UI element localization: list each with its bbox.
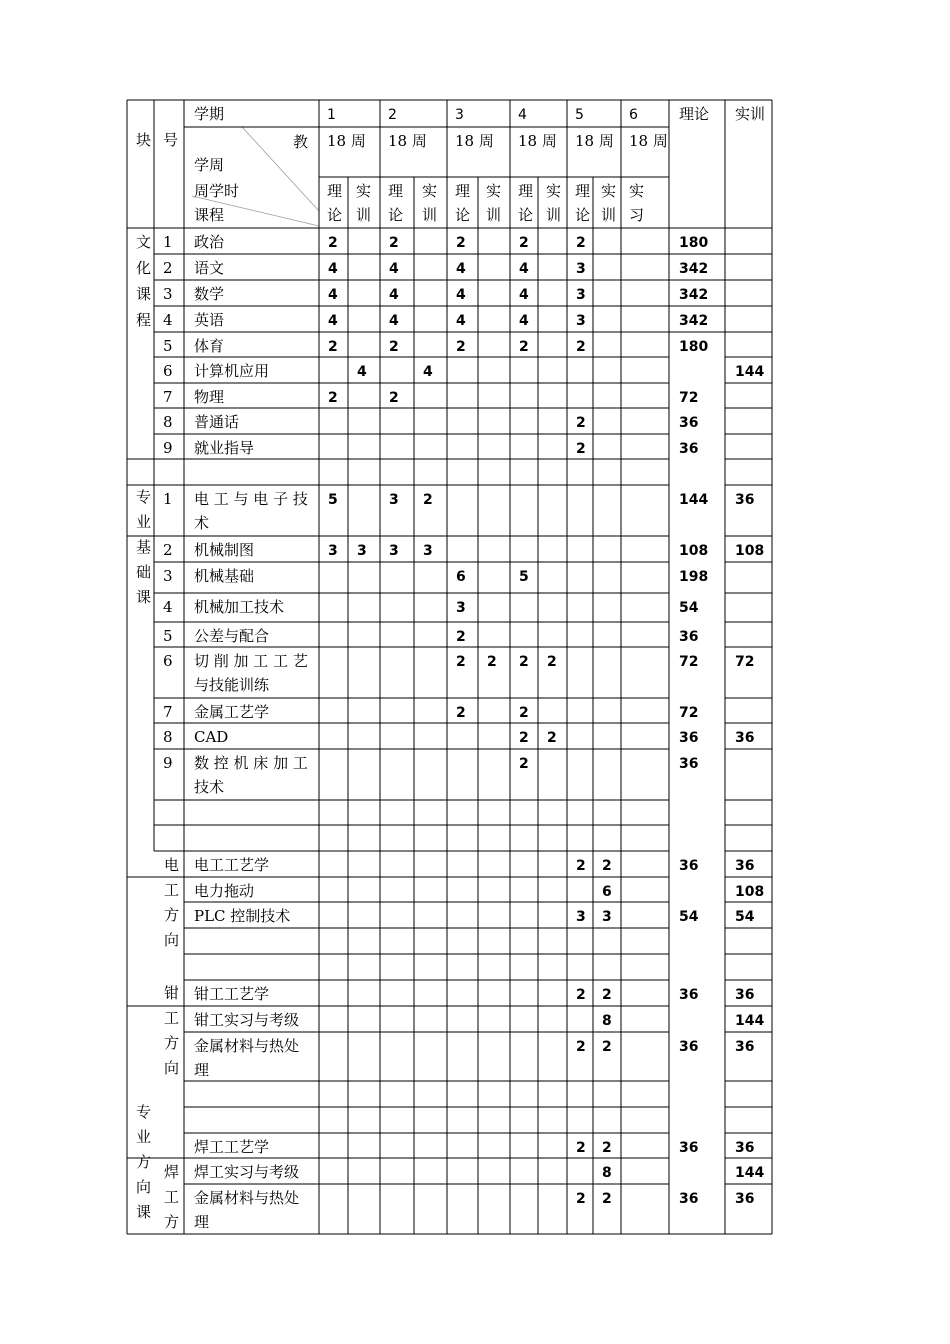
group-electric: 方 [164,906,180,924]
header-diag-teach: 教 [293,133,309,151]
row-number: 2 [163,541,173,559]
hours-cell: 2 [456,235,466,251]
col-practice: 实 [356,182,372,200]
col-practice: 实 [486,182,502,200]
col-practice: 实 [601,182,617,200]
semester-weeks: 18 周 [518,132,557,150]
course-name: CAD [194,728,229,746]
row-number: 5 [163,337,173,355]
hours-cell: 2 [519,756,529,772]
total-theory: 180 [679,339,709,355]
hours-cell: 4 [519,287,529,303]
group-culture: 课 [136,285,152,303]
hours-cell: 6 [602,884,612,900]
course-name: 理 [194,1061,210,1079]
group-fitter: 向 [164,1059,180,1077]
course-name: 金属材料与热处 [194,1189,300,1207]
course-name: 计算机应用 [194,362,270,380]
hours-cell: 2 [576,441,586,457]
semester-weeks: 18 周 [455,132,494,150]
total-theory: 198 [679,569,709,585]
hours-cell: 8 [602,1165,612,1181]
row-number: 4 [163,598,173,616]
hours-cell: 3 [389,543,399,559]
hours-cell: 2 [547,730,557,746]
course-name: 物理 [194,388,225,406]
total-theory: 36 [679,1039,699,1055]
semester-weeks: 18 周 [388,132,427,150]
col-theory: 论 [388,206,404,224]
course-name: 就业指导 [194,439,255,457]
header-number: 号 [163,131,179,149]
hours-cell: 2 [389,390,399,406]
hours-cell: 3 [576,261,586,277]
hours-cell: 4 [328,313,338,329]
course-name: 语文 [194,259,225,277]
total-practice: 36 [735,1140,755,1156]
row-number: 5 [163,627,173,645]
total-practice: 108 [735,543,765,559]
total-theory: 36 [679,858,699,874]
course-name: 政治 [194,233,225,251]
hours-cell: 3 [389,492,399,508]
row-number: 8 [163,728,173,746]
hours-cell: 2 [602,1191,612,1207]
hours-cell: 5 [519,569,529,585]
hours-cell: 3 [576,909,586,925]
semester-number: 1 [327,107,336,123]
total-theory: 54 [679,909,699,925]
row-number: 6 [163,652,173,670]
total-theory: 342 [679,313,709,329]
group-fitter: 钳 [164,984,180,1002]
total-theory: 36 [679,629,699,645]
hours-cell: 2 [576,858,586,874]
hours-cell: 2 [328,339,338,355]
total-theory: 36 [679,756,699,772]
col-theory: 理 [388,182,404,200]
total-theory: 36 [679,1191,699,1207]
group-basic: 课 [136,588,152,606]
semester-number: 2 [388,107,397,123]
course-name: 数 控 机 床 加 工 [194,754,308,772]
group-direction: 业 [136,1128,152,1146]
group-basic: 基 [136,538,152,556]
semester-number: 5 [575,107,584,123]
hours-cell: 2 [423,492,433,508]
course-name: 机械加工技术 [194,598,285,616]
table-text [136,105,765,1231]
hours-cell: 3 [576,313,586,329]
hours-cell: 2 [576,987,586,1003]
hours-cell: 4 [389,287,399,303]
course-name: 术 [194,514,210,532]
course-name: 钳工实习与考级 [194,1011,300,1029]
row-number: 3 [163,567,173,585]
group-direction: 向 [136,1178,152,1196]
hours-cell: 2 [519,705,529,721]
col-total-practice: 实训 [735,105,766,123]
course-name: 切 削 加 工 工 艺 [194,652,308,670]
group-electric: 工 [164,881,180,899]
col-internship: 实 [629,182,645,200]
total-practice: 144 [735,1013,765,1029]
col-theory: 论 [518,206,534,224]
header-diag-week: 学周 [194,156,225,174]
hours-cell: 2 [328,235,338,251]
total-theory: 36 [679,415,699,431]
col-practice: 实 [546,182,562,200]
hours-cell: 2 [519,339,529,355]
course-name: 金属材料与热处 [194,1037,300,1055]
hours-cell: 4 [456,287,466,303]
hours-cell: 4 [456,261,466,277]
group-basic: 专 [136,488,152,506]
group-welder: 方 [164,1213,180,1231]
col-theory: 理 [575,182,591,200]
total-practice: 36 [735,730,755,746]
total-theory: 144 [679,492,709,508]
course-name: PLC 控制技术 [194,907,291,925]
total-theory: 54 [679,600,699,616]
hours-cell: 2 [389,339,399,355]
group-culture: 化 [136,259,152,277]
total-theory: 72 [679,654,699,670]
course-name: 电 工 与 电 子 技 [194,490,308,508]
course-name: 公差与配合 [194,627,270,645]
course-name: 焊工实习与考级 [194,1163,300,1181]
total-theory: 342 [679,261,709,277]
hours-cell: 2 [456,629,466,645]
hours-cell: 2 [576,1039,586,1055]
total-practice: 54 [735,909,755,925]
hours-cell: 6 [456,569,466,585]
hours-cell: 2 [328,390,338,406]
hours-cell: 3 [456,600,466,616]
hours-cell: 4 [423,364,433,380]
col-theory: 理 [455,182,471,200]
total-practice: 144 [735,1165,765,1181]
total-theory: 108 [679,543,709,559]
hours-cell: 2 [602,987,612,1003]
group-direction: 课 [136,1203,152,1221]
course-name: 钳工工艺学 [194,985,270,1003]
row-number: 7 [163,703,173,721]
hours-cell: 2 [602,1039,612,1055]
hours-cell: 2 [547,654,557,670]
hours-cell: 2 [576,235,586,251]
total-practice: 144 [735,364,765,380]
hours-cell: 2 [519,235,529,251]
total-theory: 36 [679,1140,699,1156]
hours-cell: 4 [389,261,399,277]
group-fitter: 方 [164,1034,180,1052]
group-culture: 程 [136,311,152,329]
total-theory: 180 [679,235,709,251]
hours-cell: 2 [602,1140,612,1156]
hours-cell: 2 [576,339,586,355]
course-name: 金属工艺学 [194,703,270,721]
course-name: 电力拖动 [194,882,255,900]
col-practice: 训 [422,206,438,224]
hours-cell: 3 [576,287,586,303]
row-number: 7 [163,388,173,406]
total-theory: 72 [679,705,699,721]
hours-cell: 2 [602,858,612,874]
group-electric: 电 [164,856,180,874]
hours-cell: 2 [456,705,466,721]
hours-cell: 3 [423,543,433,559]
total-practice: 36 [735,858,755,874]
semester-number: 4 [518,107,527,123]
total-practice: 72 [735,654,755,670]
col-theory: 论 [327,206,343,224]
row-number: 6 [163,362,173,380]
group-welder: 焊 [164,1163,180,1181]
hours-cell: 4 [456,313,466,329]
course-name: 与技能训练 [194,676,270,694]
col-theory: 论 [575,206,591,224]
course-name: 电工工艺学 [194,856,270,874]
group-welder: 工 [164,1188,180,1206]
group-culture: 文 [136,233,152,251]
col-practice: 训 [601,206,617,224]
header-diag-hours: 周学时 [194,182,240,200]
total-practice: 36 [735,987,755,1003]
row-number: 1 [163,490,173,508]
hours-cell: 2 [456,339,466,355]
col-theory: 理 [327,182,343,200]
total-practice: 108 [735,884,765,900]
hours-cell: 4 [328,261,338,277]
row-number: 9 [163,439,173,457]
total-theory: 36 [679,987,699,1003]
total-practice: 36 [735,492,755,508]
hours-cell: 4 [389,313,399,329]
group-electric: 向 [164,931,180,949]
group-basic: 业 [136,513,152,531]
course-name: 机械基础 [194,567,255,585]
course-name: 机械制图 [194,541,255,559]
hours-cell: 2 [576,1140,586,1156]
semester-weeks: 18 周 [575,132,614,150]
group-fitter: 工 [164,1009,180,1027]
row-number: 2 [163,259,173,277]
hours-cell: 3 [328,543,338,559]
semester-number: 3 [455,107,464,123]
hours-cell: 5 [328,492,338,508]
course-name: 技术 [194,778,225,796]
total-theory: 36 [679,730,699,746]
semester-number: 6 [629,107,638,123]
group-basic: 础 [136,563,152,581]
col-theory: 理 [518,182,534,200]
row-number: 8 [163,413,173,431]
total-practice: 36 [735,1191,755,1207]
course-name: 理 [194,1213,210,1231]
row-number: 9 [163,754,173,772]
hours-cell: 2 [576,415,586,431]
row-number: 3 [163,285,173,303]
col-practice: 实 [422,182,438,200]
row-number: 4 [163,311,173,329]
col-internship: 习 [629,206,645,224]
total-practice: 36 [735,1039,755,1055]
course-name: 焊工工艺学 [194,1138,270,1156]
col-practice: 训 [486,206,502,224]
group-direction: 方 [136,1153,152,1171]
course-name: 数学 [194,285,225,303]
col-practice: 训 [546,206,562,224]
group-direction: 专 [136,1103,152,1121]
total-theory: 342 [679,287,709,303]
col-theory: 论 [455,206,471,224]
total-theory: 36 [679,441,699,457]
hours-cell: 4 [357,364,367,380]
hours-cell: 2 [519,654,529,670]
total-theory: 72 [679,390,699,406]
header-diag-course: 课程 [194,206,225,224]
course-name: 英语 [194,311,225,329]
hours-cell: 3 [357,543,367,559]
course-name: 体育 [194,337,225,355]
hours-cell: 2 [389,235,399,251]
col-practice: 训 [356,206,372,224]
row-number: 1 [163,233,173,251]
hours-cell: 2 [519,730,529,746]
hours-cell: 4 [519,261,529,277]
hours-cell: 3 [602,909,612,925]
hours-cell: 2 [576,1191,586,1207]
header-semester: 学期 [194,105,225,123]
hours-cell: 2 [487,654,497,670]
hours-cell: 8 [602,1013,612,1029]
header-block: 块 [136,131,152,149]
hours-cell: 2 [456,654,466,670]
semester-weeks: 18 周 [327,132,366,150]
hours-cell: 4 [519,313,529,329]
course-name: 普通话 [194,413,240,431]
col-total-theory: 理论 [679,105,710,123]
semester-weeks: 18 周 [629,132,668,150]
hours-cell: 4 [328,287,338,303]
